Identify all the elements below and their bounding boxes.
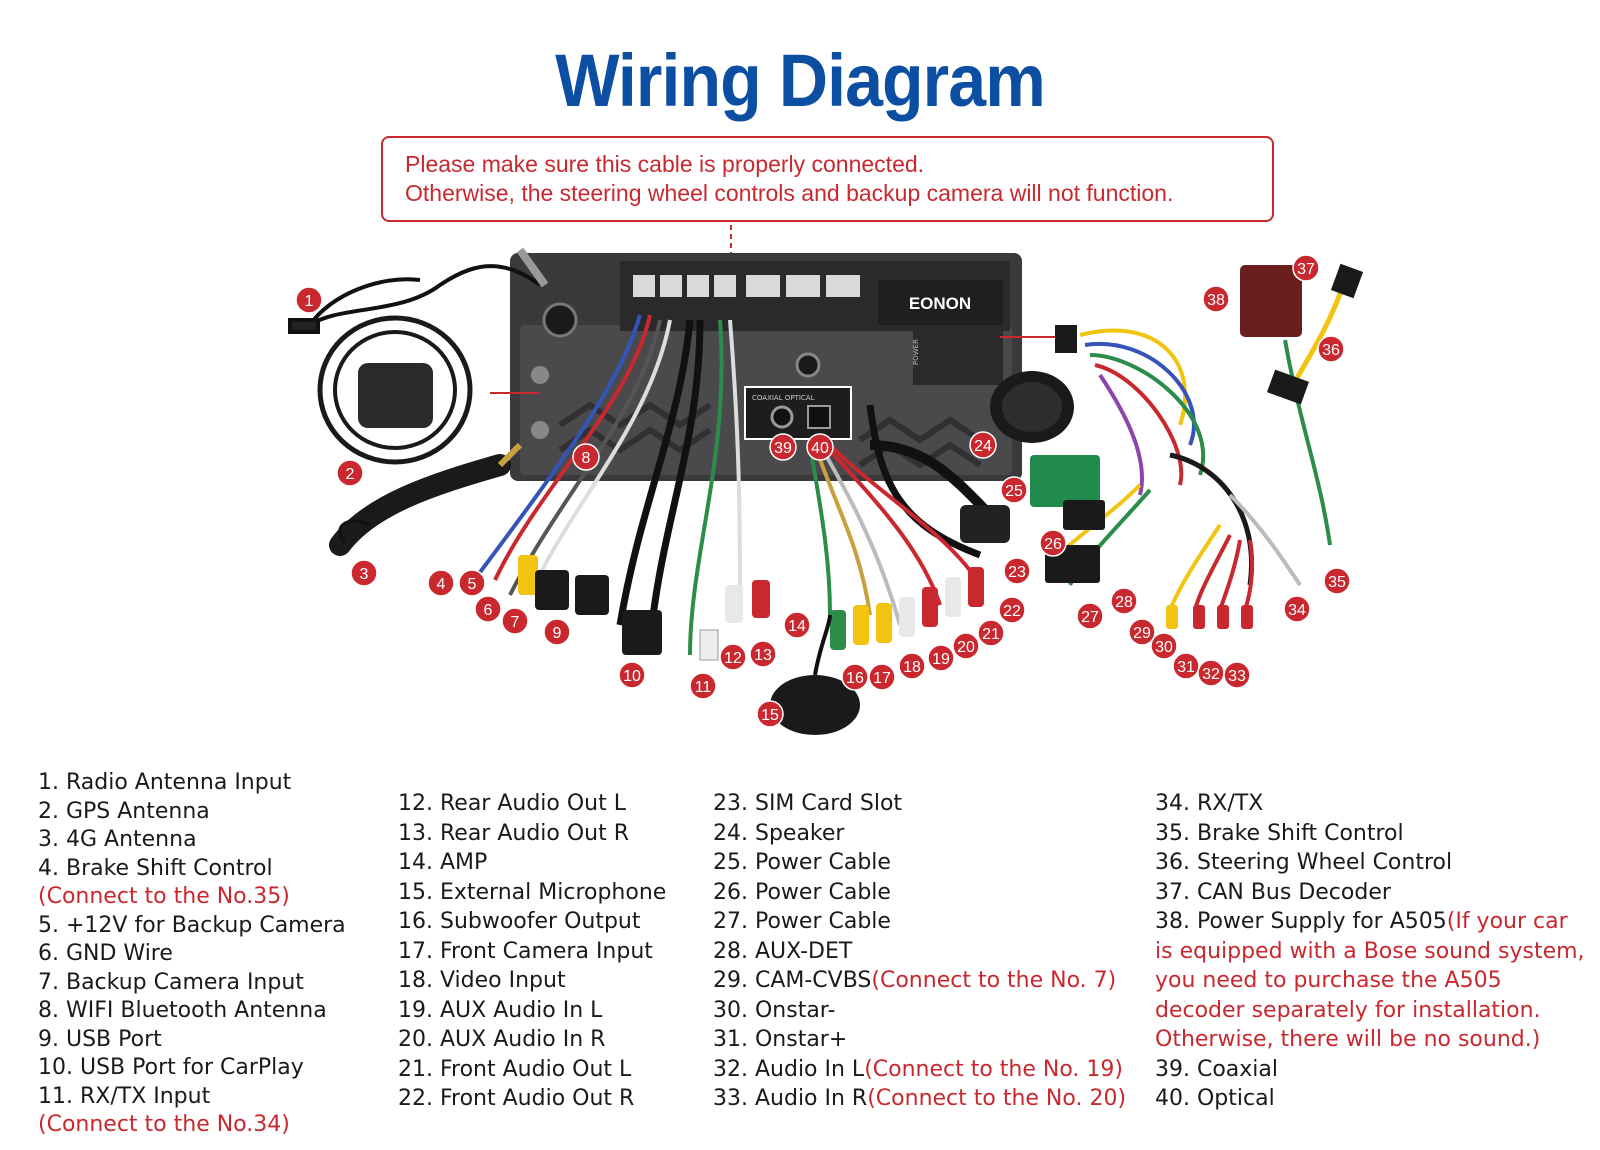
legend-column-2 bbox=[398, 789, 666, 1114]
callout-27 bbox=[1077, 603, 1103, 629]
callout-number: 6 bbox=[483, 602, 493, 619]
warning-line-2: Otherwise, the steering wheel controls and backup camera will not function. bbox=[405, 180, 1174, 206]
optical-port bbox=[808, 406, 830, 428]
legend-item: 31. Onstar+ bbox=[713, 1027, 848, 1052]
callout-number: 36 bbox=[1322, 342, 1340, 359]
callout-number: 34 bbox=[1288, 602, 1306, 619]
legend-item: 28. AUX-DET bbox=[713, 938, 853, 964]
legend-note: (Connect to the No. 20) bbox=[867, 1086, 1127, 1111]
legend-item: 38. Power Supply for A505(If your car bbox=[1155, 909, 1568, 934]
legend-item: 24. Speaker bbox=[713, 820, 845, 846]
callout-23 bbox=[1004, 558, 1030, 584]
callout-number: 15 bbox=[761, 707, 779, 724]
legend-item: (Connect to the No.35) bbox=[38, 884, 290, 909]
callout-21 bbox=[978, 620, 1004, 646]
callout-number: 40 bbox=[811, 440, 829, 457]
legend-item: 3. 4G Antenna bbox=[38, 827, 197, 852]
legend-item: 10. USB Port for CarPlay bbox=[38, 1055, 304, 1080]
callout-18 bbox=[899, 653, 925, 679]
callout-number: 38 bbox=[1207, 292, 1225, 309]
callout-number: 24 bbox=[974, 438, 992, 455]
callout-number: 37 bbox=[1297, 261, 1315, 278]
callout-31 bbox=[1173, 653, 1199, 679]
legend-item: 17. Front Camera Input bbox=[398, 938, 653, 964]
callout-5 bbox=[459, 570, 485, 596]
legend-item: 40. Optical bbox=[1155, 1086, 1275, 1111]
legend-item: (Connect to the No.34) bbox=[38, 1112, 290, 1137]
callout-number: 17 bbox=[873, 670, 891, 687]
coaxial-optical-inset bbox=[745, 387, 851, 439]
callout-number: 2 bbox=[345, 466, 355, 483]
legend-item: 21. Front Audio Out L bbox=[398, 1056, 632, 1082]
callout-number: 21 bbox=[982, 626, 1000, 643]
callout-39 bbox=[770, 434, 796, 460]
legend-item: 26. Power Cable bbox=[713, 879, 891, 905]
legend-item: 15. External Microphone bbox=[398, 879, 667, 905]
legend-item: 39. Coaxial bbox=[1155, 1056, 1279, 1082]
callout-number: 10 bbox=[623, 668, 641, 685]
callout-19 bbox=[928, 645, 954, 671]
legend-item: 29. CAM-CVBS(Connect to the No. 7) bbox=[713, 968, 1117, 993]
coaxial-port bbox=[772, 407, 792, 427]
legend-item: 32. Audio In L(Connect to the No. 19) bbox=[713, 1056, 1123, 1082]
callout-4 bbox=[428, 570, 454, 596]
callout-7 bbox=[502, 608, 528, 634]
callout-number: 8 bbox=[581, 450, 591, 467]
legend-item: 19. AUX Audio In L bbox=[398, 997, 603, 1023]
legend-note: (Connect to the No. 19) bbox=[864, 1056, 1123, 1082]
callout-36 bbox=[1318, 336, 1344, 362]
legend-item: 6. GND Wire bbox=[38, 941, 173, 966]
callout-number: 31 bbox=[1177, 659, 1195, 676]
legend-item: 1. Radio Antenna Input bbox=[38, 770, 292, 795]
legend-item: 25. Power Cable bbox=[713, 850, 891, 875]
callout-number: 32 bbox=[1202, 666, 1220, 683]
legend-note: (If your car bbox=[1446, 909, 1568, 934]
legend-item: 12. Rear Audio Out L bbox=[398, 791, 626, 816]
callout-35 bbox=[1324, 568, 1350, 594]
legend-column-3 bbox=[713, 789, 1126, 1114]
callout-number: 5 bbox=[467, 576, 477, 593]
legend-item: 18. Video Input bbox=[398, 968, 566, 993]
can-bus-decoder bbox=[1240, 265, 1330, 545]
callout-number: 4 bbox=[436, 576, 446, 593]
callout-17 bbox=[869, 664, 895, 690]
callout-40 bbox=[807, 434, 833, 460]
legend-item: 36. Steering Wheel Control bbox=[1155, 850, 1453, 875]
warning-line-1: Please make sure this cable is properly connected. bbox=[405, 151, 925, 177]
callout-16 bbox=[842, 664, 868, 690]
callout-37 bbox=[1293, 255, 1319, 281]
connection-warning-box bbox=[381, 136, 1274, 222]
power-port-label: POWER bbox=[912, 339, 920, 365]
legend-item: 27. Power Cable bbox=[713, 909, 891, 934]
callout-number: 25 bbox=[1005, 483, 1023, 500]
callout-13 bbox=[750, 641, 776, 667]
legend-item: 13. Rear Audio Out R bbox=[398, 820, 630, 846]
legend-item: 8. WIFI Bluetooth Antenna bbox=[38, 998, 327, 1023]
callout-30 bbox=[1151, 633, 1177, 659]
power-port bbox=[913, 325, 1003, 385]
callout-number: 22 bbox=[1003, 603, 1021, 620]
callout-number: 13 bbox=[754, 647, 772, 664]
legend-item: 34. RX/TX bbox=[1155, 791, 1264, 816]
legend-note: (Connect to the No. 7) bbox=[871, 968, 1117, 993]
legend-item: you need to purchase the A505 bbox=[1155, 968, 1502, 993]
radio-antenna-socket bbox=[544, 304, 576, 336]
legend-column-4 bbox=[1155, 789, 1585, 1114]
callout-25 bbox=[1001, 477, 1027, 503]
coaxial-optical-label: COAXIAL OPTICAL bbox=[752, 394, 815, 402]
callout-number: 20 bbox=[957, 639, 975, 656]
callout-number: 16 bbox=[846, 670, 864, 687]
legend-item: 30. Onstar- bbox=[713, 997, 836, 1023]
legend-item: 5. +12V for Backup Camera bbox=[38, 912, 346, 938]
callout-number: 39 bbox=[774, 440, 792, 457]
legend-item: 33. Audio In R(Connect to the No. 20) bbox=[713, 1086, 1127, 1111]
wiring-illustration bbox=[0, 225, 1600, 765]
callout-9 bbox=[544, 619, 570, 645]
callout-24 bbox=[970, 432, 996, 458]
callout-number: 11 bbox=[694, 679, 712, 696]
callout-15 bbox=[757, 701, 783, 727]
legend-item: 4. Brake Shift Control bbox=[38, 855, 273, 881]
callout-number: 7 bbox=[510, 614, 520, 631]
legend-item: is equipped with a Bose sound system, bbox=[1155, 938, 1585, 964]
callout-14 bbox=[784, 612, 810, 638]
legend-column-1 bbox=[38, 769, 346, 1140]
callout-12 bbox=[720, 644, 746, 670]
legend-item: Otherwise, there will be no sound.) bbox=[1155, 1027, 1541, 1052]
callout-10 bbox=[619, 662, 645, 688]
callout-number: 33 bbox=[1228, 668, 1246, 685]
callout-number: 18 bbox=[903, 659, 921, 676]
callout-number: 35 bbox=[1328, 574, 1346, 591]
legend-item: 35. Brake Shift Control bbox=[1155, 820, 1404, 846]
callout-number: 1 bbox=[304, 293, 314, 310]
callout-3 bbox=[351, 560, 377, 586]
callout-6 bbox=[475, 596, 501, 622]
legend-item: 2. GPS Antenna bbox=[38, 798, 210, 824]
callout-number: 14 bbox=[788, 618, 806, 635]
callout-number: 26 bbox=[1044, 536, 1062, 553]
callout-28 bbox=[1111, 588, 1137, 614]
callout-38 bbox=[1203, 286, 1229, 312]
callout-number: 12 bbox=[724, 650, 742, 667]
legend-item: 9. USB Port bbox=[38, 1026, 162, 1052]
legend-item: 14. AMP bbox=[398, 850, 488, 875]
legend-item: 7. Backup Camera Input bbox=[38, 969, 304, 995]
callout-number: 9 bbox=[552, 625, 562, 642]
callout-20 bbox=[953, 633, 979, 659]
legend-item: 23. SIM Card Slot bbox=[713, 791, 903, 816]
callout-number: 28 bbox=[1115, 594, 1133, 611]
callout-22 bbox=[999, 597, 1025, 623]
legend-item: 20. AUX Audio In R bbox=[398, 1027, 606, 1052]
brand-logo: EONON bbox=[908, 294, 972, 313]
callout-2 bbox=[337, 460, 363, 486]
callout-1 bbox=[296, 287, 322, 313]
callout-number: 30 bbox=[1155, 639, 1173, 656]
callout-number: 3 bbox=[359, 566, 369, 583]
speaker bbox=[990, 371, 1074, 443]
callout-number: 27 bbox=[1081, 609, 1099, 626]
legend-item: 22. Front Audio Out R bbox=[398, 1086, 635, 1111]
gps-antenna bbox=[320, 318, 470, 462]
legend-item: 37. CAN Bus Decoder bbox=[1155, 879, 1391, 905]
callout-number: 29 bbox=[1133, 625, 1151, 642]
legend-item: decoder separately for installation. bbox=[1155, 997, 1541, 1023]
4g-antenna bbox=[340, 445, 520, 545]
callout-number: 23 bbox=[1008, 564, 1026, 581]
callout-26 bbox=[1040, 530, 1066, 556]
callout-8 bbox=[573, 444, 599, 470]
callout-33 bbox=[1224, 662, 1250, 688]
callout-29 bbox=[1129, 619, 1155, 645]
callout-34 bbox=[1284, 596, 1310, 622]
diagram-title: Wiring Diagram bbox=[555, 39, 1045, 122]
legend-item: 16. Subwoofer Output bbox=[398, 909, 641, 934]
legend-item: 11. RX/TX Input bbox=[38, 1083, 211, 1109]
callout-11 bbox=[690, 673, 716, 699]
callout-number: 19 bbox=[932, 651, 950, 668]
callout-32 bbox=[1198, 660, 1224, 686]
